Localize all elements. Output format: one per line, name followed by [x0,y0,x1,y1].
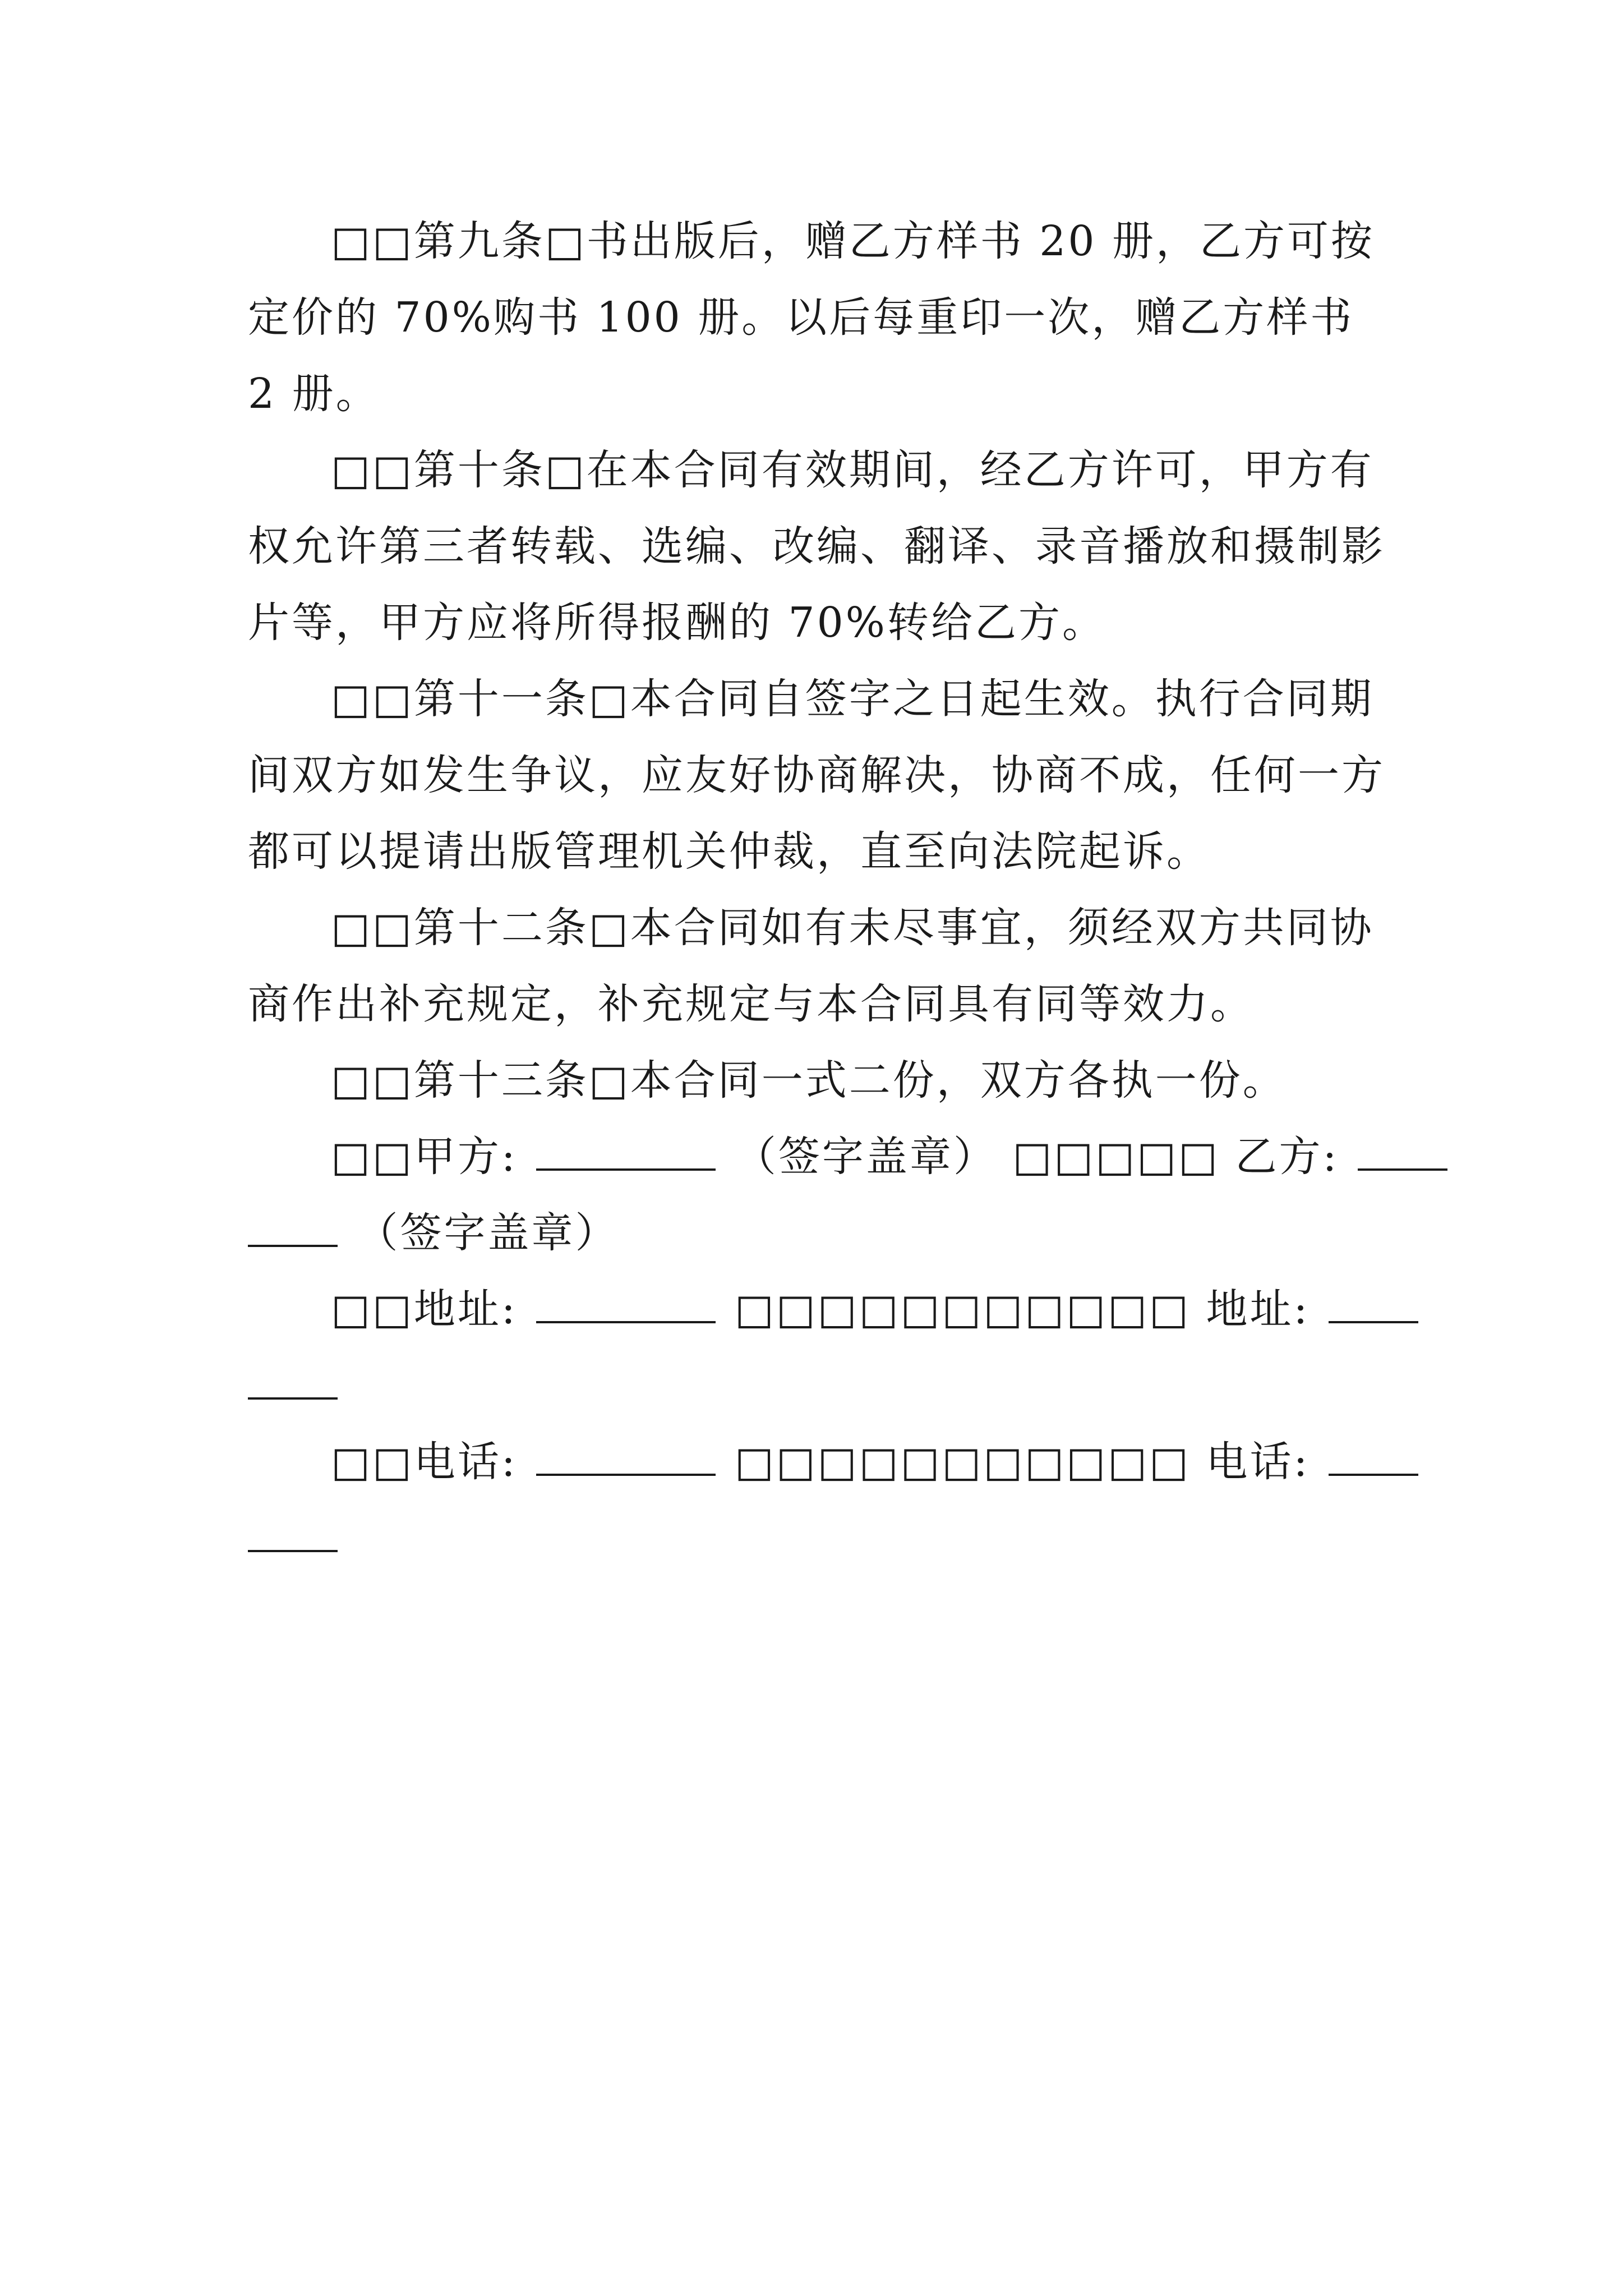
address-b-label: 地址: [1206,1285,1310,1333]
phone-b-blank [1329,1434,1418,1476]
phone-line-cont [248,1500,1386,1576]
phone-line [248,1424,1386,1500]
signature-spacer: □□□□□ [1012,1133,1220,1181]
signature-line [248,1119,1386,1195]
signature-line-cont [248,1195,1386,1271]
clause-12: □□第十二条□本合同如有未尽事宜，须经双方共同协商作出补充规定，补充规定与本合同具有同等效力。 [248,904,1374,1028]
party-b-label: 乙方: [1235,1133,1339,1181]
clause-11: □□第十一条□本合同自签字之日起生效。执行合同期间双方如发生争议，应友好协商解决，协商不成，任何一方都可以提请出版管理机关仲裁，直至向法院起诉。 [248,675,1385,876]
clause-10: □□第十条□在本合同有效期间，经乙方许可，甲方有权允许第三者转载、选编、改编、翻译、录音播放和摄制影片等，甲方应将所得报酬的 70%转给乙方。 [248,446,1385,647]
phone-a-label: □□电话: [331,1438,518,1486]
clause-13: □□第十三条□本合同一式二份，双方各执一份。 [331,1056,1287,1105]
phone-b-blank-cont [248,1511,338,1552]
address-a-label: □□地址: [331,1285,518,1333]
phone-spacer: □□□□□□□□□□□ [734,1438,1191,1486]
clause-9: □□第九条□书出版后，赠乙方样书 20 册，乙方可按定价的 70%购书 100 册。以后每重印一次，赠乙方样书 2 册。 [248,217,1375,418]
party-a-label: □□甲方: [331,1133,518,1181]
address-line [248,1271,1386,1347]
address-b-blank-cont [248,1358,338,1400]
phone-a-blank [536,1434,716,1476]
contract-body [248,203,1386,1576]
address-line-cont [248,1347,1386,1424]
party-b-blank [1358,1129,1447,1171]
address-b-blank [1329,1282,1418,1323]
address-spacer: □□□□□□□□□□□ [734,1285,1191,1333]
party-b-blank-cont [248,1205,338,1247]
phone-b-label: 电话: [1206,1438,1310,1486]
party-b-seal: （签字盖章） [356,1209,619,1257]
party-a-blank [536,1129,716,1171]
party-a-seal: （签字盖章） [734,1133,997,1181]
address-a-blank [536,1282,716,1323]
